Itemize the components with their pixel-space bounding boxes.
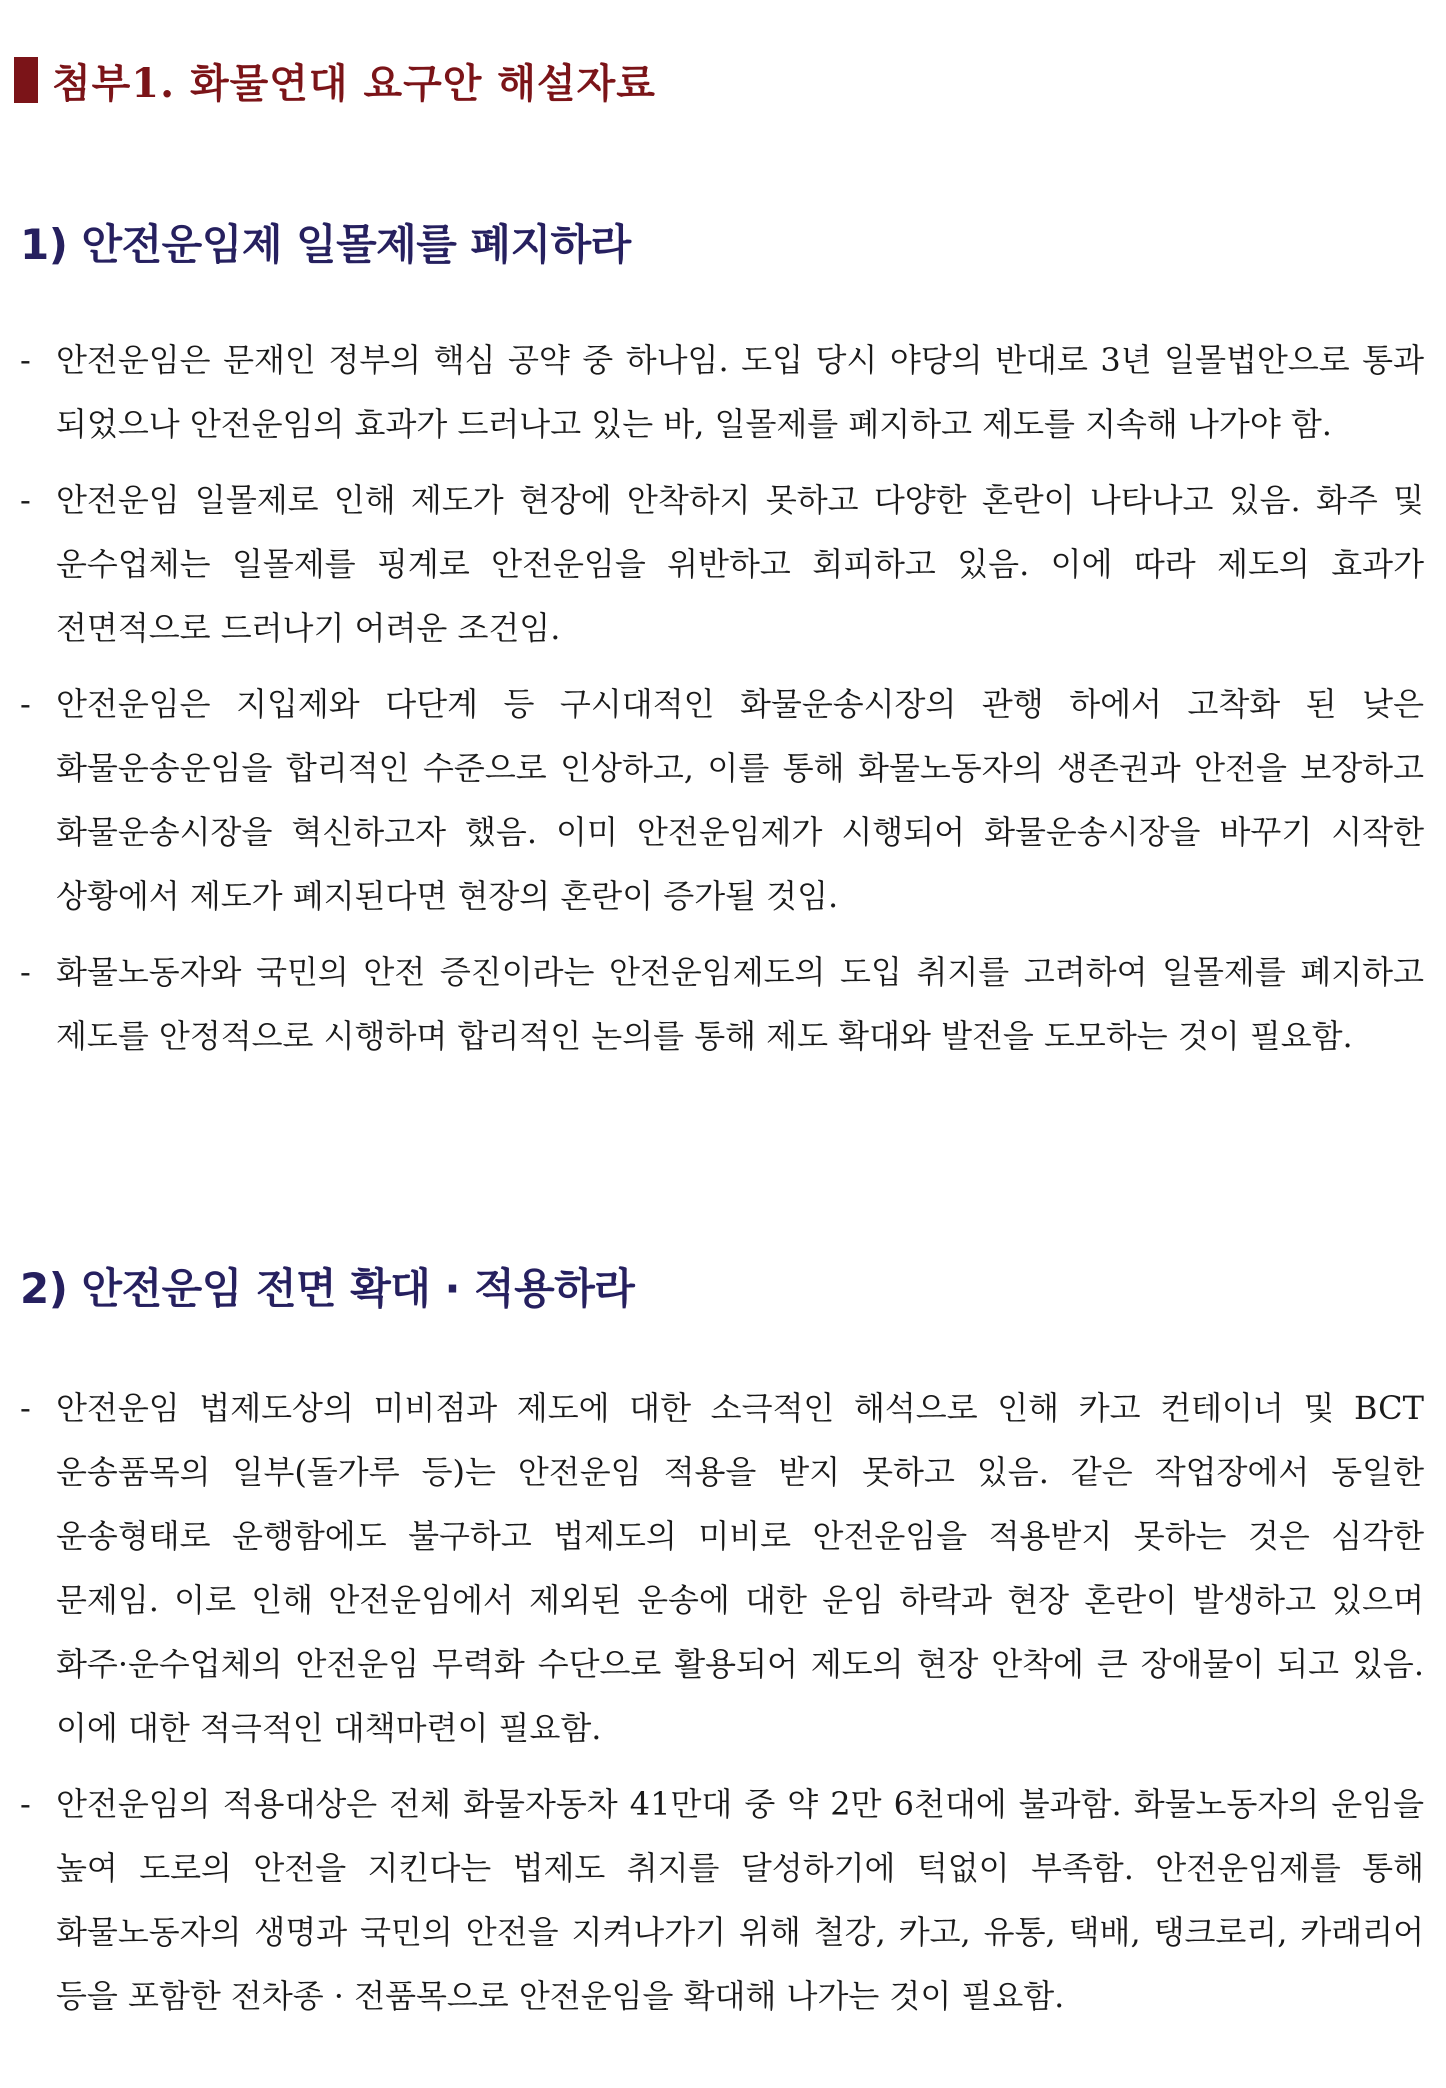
bullet-dash-icon: - — [20, 685, 31, 723]
bullet-dash-icon: - — [20, 341, 31, 379]
section-2-list — [16, 1376, 1424, 2040]
list-item — [16, 1772, 1424, 2028]
bullet-dash-icon: - — [20, 481, 31, 519]
title-marker-icon — [14, 57, 38, 103]
list-item-text: 화물노동자와 국민의 안전 증진이라는 안전운임제도의 도입 취지를 고려하여 일몰제를 폐지하고 제도를 안정적으로 시행하며 합리적인 논의를 통해 제도 확대와 발전을 도모하는 것이 필요함. — [56, 953, 1424, 1055]
list-item-text: 안전운임은 문재인 정부의 핵심 공약 중 하나임. 도입 당시 야당의 반대로 3년 일몰법안으로 통과 되었으나 안전운임의 효과가 드러나고 있는 바, 일몰제를 폐지하고 제도를 지속해 나가야 함. — [56, 341, 1424, 443]
section-heading-1: 1) 안전운임제 일몰제를 폐지하라 — [20, 220, 631, 269]
bullet-dash-icon: - — [20, 1785, 31, 1823]
section-heading-2: 2) 안전운임 전면 확대 · 적용하라 — [20, 1264, 635, 1313]
list-item — [16, 940, 1424, 1068]
section-1-list — [16, 328, 1424, 1080]
list-item — [16, 468, 1424, 660]
document-title — [14, 52, 656, 108]
list-item-text: 안전운임의 적용대상은 전체 화물자동차 41만대 중 약 2만 6천대에 불과함. 화물노동자의 운임을 높여 도로의 안전을 지킨다는 법제도 취지를 달성하기에 턱없이 부족함. 안전운임제를 통해 화물노동자의 생명과 국민의 안전을 지켜나가기 위해 철강, 카고, 유통, 택배, 탱크로리, 카래리어 등을 포함한 전차종 · 전품목으로 안전운임을 확대해 나가는 것이 필요함. — [56, 1785, 1424, 2015]
list-item-text: 안전운임 일몰제로 인해 제도가 현장에 안착하지 못하고 다양한 혼란이 나타나고 있음. 화주 및 운수업체는 일몰제를 핑계로 안전운임을 위반하고 회피하고 있음. 이에 따라 제도의 효과가 전면적으로 드러나기 어려운 조건임. — [56, 481, 1424, 647]
list-item-text: 안전운임은 지입제와 다단계 등 구시대적인 화물운송시장의 관행 하에서 고착화 된 낮은 화물운송운임을 합리적인 수준으로 인상하고, 이를 통해 화물노동자의 생존권과 안전을 보장하고 화물운송시장을 혁신하고자 했음. 이미 안전운임제가 시행되어 화물운송시장을 바꾸기 시작한 상황에서 제도가 폐지된다면 현장의 혼란이 증가될 것임. — [56, 685, 1424, 915]
bullet-dash-icon: - — [20, 953, 31, 991]
list-item — [16, 672, 1424, 928]
list-item-text: 안전운임 법제도상의 미비점과 제도에 대한 소극적인 해석으로 인해 카고 컨테이너 및 BCT 운송품목의 일부(돌가루 등)는 안전운임 적용을 받지 못하고 있음. 같은 작업장에서 동일한 운송형태로 운행함에도 불구하고 법제도의 미비로 안전운임을 적용받지 못하는 것은 심각한 문제임. 이로 인해 안전운임에서 제외된 운송에 대한 운임 하락과 현장 혼란이 발생하고 있으며 화주·운수업체의 안전운임 무력화 수단으로 활용되어 제도의 현장 안착에 큰 장애물이 되고 있음. 이에 대한 적극적인 대책마련이 필요함. — [56, 1389, 1424, 1747]
document-title-text: 첨부1. 화물연대 요구안 해설자료 — [52, 59, 656, 107]
list-item — [16, 328, 1424, 456]
bullet-dash-icon: - — [20, 1389, 31, 1427]
list-item — [16, 1376, 1424, 1760]
